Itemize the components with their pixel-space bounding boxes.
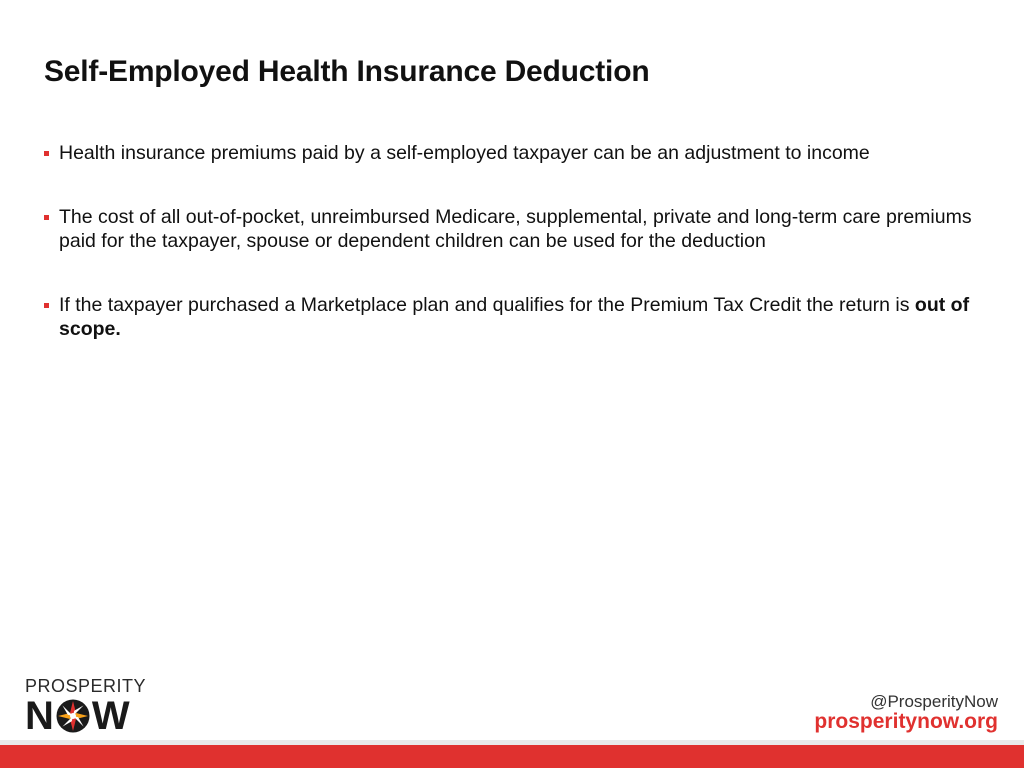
slide-title: Self-Employed Health Insurance Deduction (44, 55, 650, 88)
logo-wordmark-bottom (25, 694, 130, 738)
square-bullet-icon (44, 303, 49, 308)
social-handle: @ProsperityNow (870, 692, 998, 711)
star-burst-icon (55, 698, 91, 734)
logo-wordmark-top: PROSPERITY (25, 676, 147, 696)
bullet-text: If the taxpayer purchased a Marketplace plan and qualifies for the Premium Tax Credit the return is out of scope. (59, 294, 970, 340)
square-bullet-icon (44, 215, 49, 220)
website-link[interactable]: prosperitynow.org (814, 710, 998, 733)
bullet-text: Health insurance premiums paid by a self-employed taxpayer can be an adjustment to income (59, 142, 870, 164)
out-of-scope-emphasis: out of scope. (59, 294, 970, 340)
prosperity-now-logo (25, 676, 150, 736)
bullet-item (44, 205, 974, 253)
logo-letter-n: N (25, 694, 54, 738)
logo-letter-w: W (91, 694, 130, 738)
footer-bar (0, 745, 1024, 768)
square-bullet-icon (44, 151, 49, 156)
bullet-text: The cost of all out-of-pocket, unreimbursed Medicare, supplemental, private and long-term care premiums paid for the taxpayer, spouse or dependent children can be used for the deduction (59, 206, 972, 252)
bullet-item (44, 141, 974, 165)
bullet-item (44, 293, 974, 341)
bullet-list (44, 141, 974, 381)
